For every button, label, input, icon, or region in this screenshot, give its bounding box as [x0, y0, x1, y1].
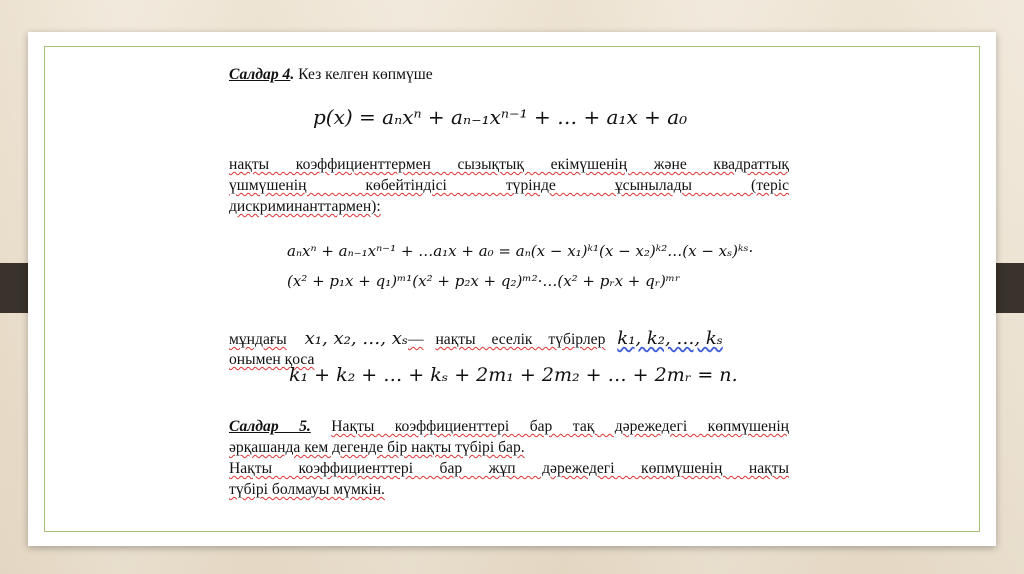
multiplicities-list: k₁, k₂, …, kₛ [617, 328, 723, 349]
corollary4-heading-dot: . [290, 66, 295, 83]
corollary5-line1 [229, 418, 789, 436]
corollary5-heading: Салдар 5. [229, 418, 311, 435]
corollary4-text-line1: нақты коэффициенттермен сызықтық екімүшенің және квадраттық [229, 156, 789, 173]
also-word: онымен қоса [229, 351, 315, 368]
where-word: мұндағы [229, 331, 287, 348]
roots-description: нақты еселік түбірлер [435, 331, 606, 348]
multiplicity-sum: k₁ + k₂ + … + kₛ + 2m₁ + 2m₂ + … + 2mᵣ = n [289, 364, 732, 386]
roots-dash: — [407, 331, 424, 348]
corollary4-text-line3: дискриминанттармен): [229, 198, 381, 215]
polynomial-formula: p(x) = aₙxⁿ + aₙ₋₁xⁿ⁻¹ + … + a₁x + a₀ [313, 105, 688, 129]
corollary4-title-line [229, 66, 789, 84]
corollary5-text-line1: Нақты коэффициенттері бар тақ дәрежедегі көпмүшенің [331, 418, 789, 435]
corollary5-text-line2: әрқашанда кем дегенде бір нақты түбірі бар. [229, 439, 525, 456]
corollary5-text-line3: Нақты коэффициенттері бар жұп дәрежедегі көпмүшенің нақты [229, 460, 789, 477]
multiplicity-sum-end: . [731, 364, 738, 386]
factorization-line1: aₙxⁿ + aₙ₋₁xⁿ⁻¹ + …a₁x + a₀ = aₙ(x − x₁)ᵏ¹(x − x₂)ᵏ²…(x − xₛ)ᵏˢ· [287, 242, 754, 260]
multiplicity-sum-formula [289, 366, 738, 384]
factorization-line2: (x² + p₁x + q₁)ᵐ¹(x² + p₂x + q₂)ᵐ²·…(x² + pᵣx + qᵣ)ᵐʳ [287, 272, 681, 290]
roots-line [229, 330, 789, 349]
slide-content [229, 60, 789, 515]
roots-list: x₁, x₂, …, xₛ [304, 328, 408, 349]
corollary4-heading: Салдар 4 [229, 66, 291, 83]
corollary4-text-line2: үшмүшенің көбейтіндісі түрінде ұсынылады (теріс [229, 177, 789, 194]
corollary4-intro: Кез келген көпмүше [298, 66, 433, 83]
corollary5-text-line4: түбірі болмауы мүмкін. [229, 481, 385, 498]
